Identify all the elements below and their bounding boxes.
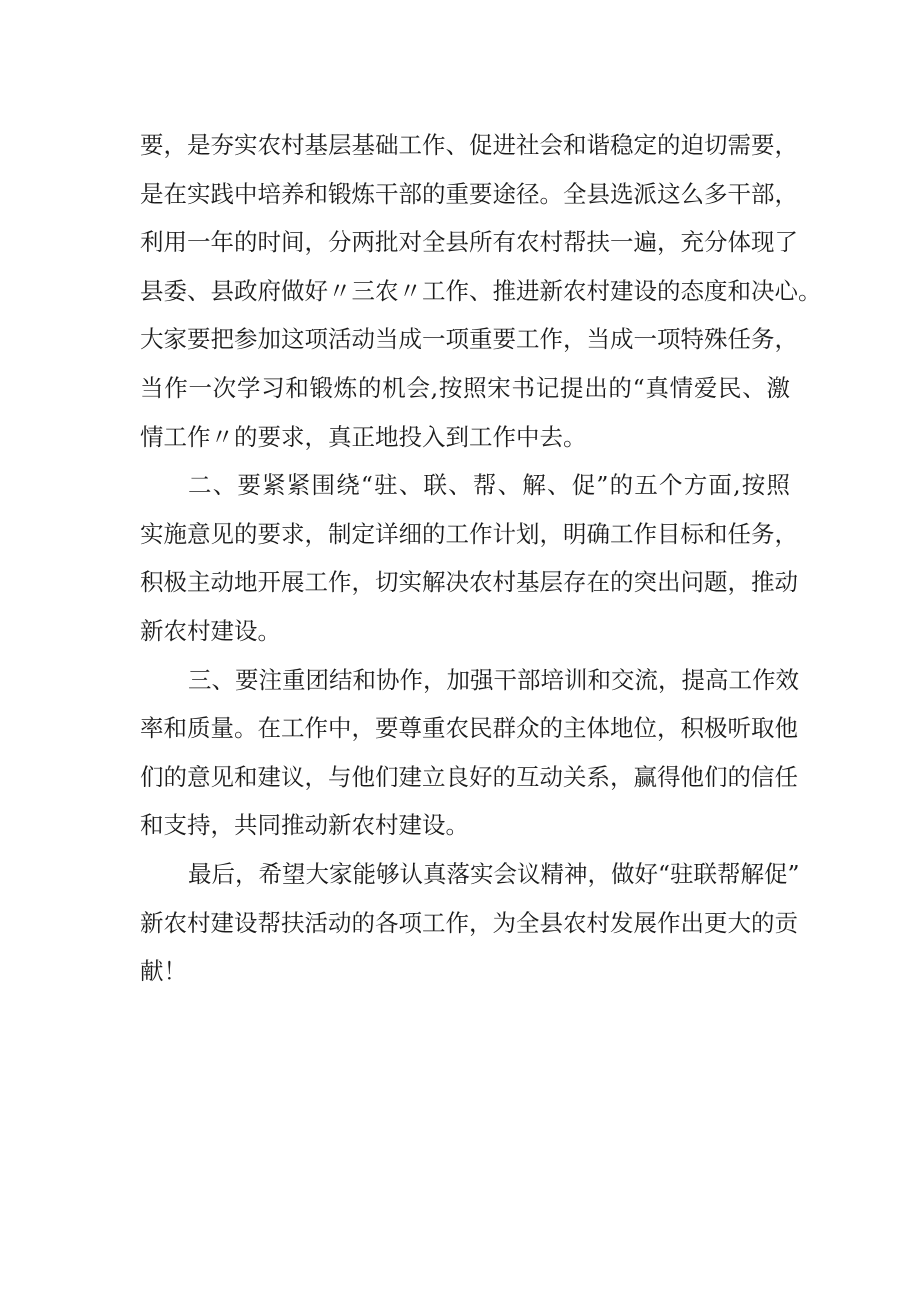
text-line: 献！ (140, 957, 187, 986)
paragraph-4 (140, 850, 800, 996)
text-line: 县委、县政府做好〃三农〃工作、推进新农村建设的态度和决心。 (140, 276, 822, 305)
text-line: 二、要紧紧围绕“驻、联、帮、解、促”的五个方面,按照 (188, 471, 790, 500)
text-line: 当作一次学习和锻炼的机会,按照宋书记提出的“真情爱民、激 (140, 373, 790, 402)
text-line: 实施意见的要求，制定详细的工作计划，明确工作目标和任务， (140, 519, 798, 548)
text-line: 率和质量。在工作中，要尊重农民群众的主体地位，积极听取他 (140, 714, 798, 743)
text-line: 大家要把参加这项活动当成一项重要工作，当成一项特殊任务， (140, 325, 798, 354)
text-line: 新农村建设帮扶活动的各项工作，为全县农村发展作出更大的贡 (140, 908, 798, 937)
text-line: 新农村建设。 (140, 616, 281, 645)
paragraph-1 (140, 121, 822, 461)
text-line: 情工作〃的要求，真正地投入到工作中去。 (140, 422, 587, 451)
text-line: 和支持，共同推动新农村建设。 (140, 811, 469, 840)
text-line: 利用一年的时间，分两批对全县所有农村帮扶一遍，充分体现了 (140, 228, 798, 257)
text-line: 们的意见和建议，与他们建立良好的互动关系，赢得他们的信任 (140, 762, 798, 791)
text-line: 是在实践中培养和锻炼干部的重要途径。全县选派这么多干部， (140, 179, 798, 208)
document-body (140, 121, 822, 996)
paragraph-2 (140, 461, 798, 655)
text-line: 最后，希望大家能够认真落实会议精神，做好“驻联帮解促” (188, 859, 800, 888)
text-line: 要，是夯实农村基层基础工作、促进社会和谐稳定的迫切需要， (140, 131, 798, 159)
text-line: 三、要注重团结和协作，加强干部培训和交流，提高工作效 (188, 665, 799, 694)
text-line: 积极主动地开展工作，切实解决农村基层存在的突出问题，推动 (140, 568, 798, 597)
paragraph-3 (140, 656, 799, 850)
